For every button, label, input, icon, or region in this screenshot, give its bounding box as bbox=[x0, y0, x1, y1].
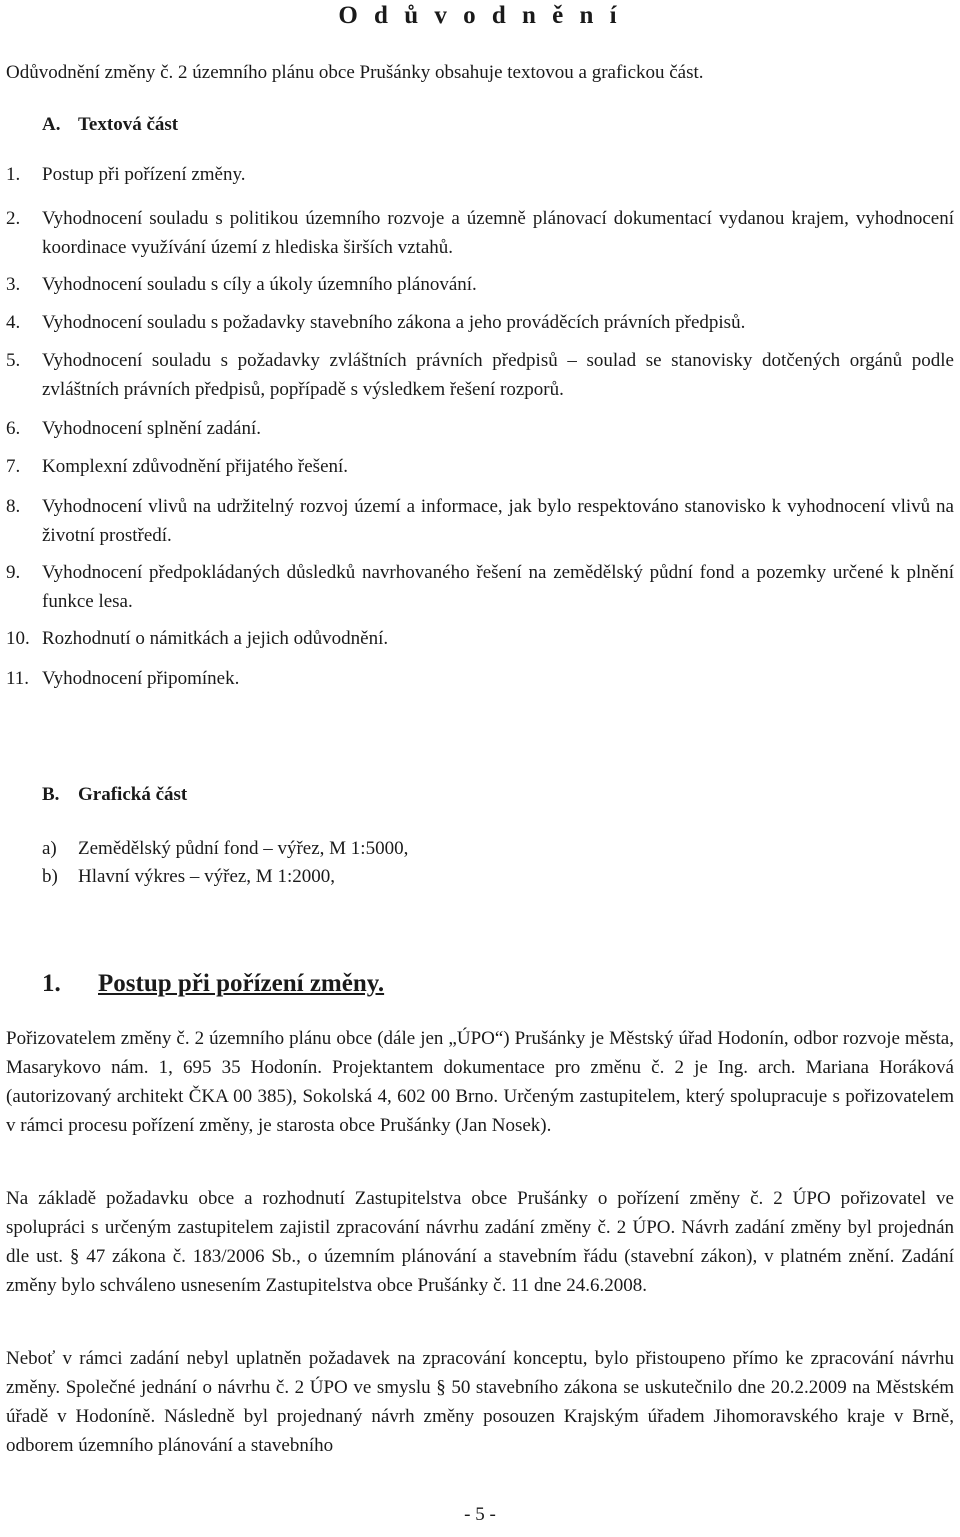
section-b-label: B. bbox=[42, 784, 60, 805]
list-item-text: Hlavní výkres – výřez, M 1:2000, bbox=[78, 866, 335, 887]
list-item-text: Zemědělský půdní fond – výřez, M 1:5000, bbox=[78, 838, 409, 859]
page-number: - 5 - bbox=[464, 1504, 496, 1525]
list-item-number: 2. bbox=[6, 208, 21, 229]
list-item-text: Vyhodnocení souladu s požadavky zvláštních právních předpisů – soulad se stanovisky dotčených orgánů podle zvláštních právních předpisů, popřípadě s výsledkem řešení rozporů. bbox=[42, 350, 954, 400]
list-item-text: Vyhodnocení vlivů na udržitelný rozvoj území a informace, jak bylo respektováno stanovisko k vyhodnocení vlivů na životní prostředí. bbox=[42, 496, 954, 546]
list-item-number: 7. bbox=[6, 456, 21, 477]
list-item bbox=[42, 862, 335, 891]
list-item-text: Vyhodnocení splnění zadání. bbox=[42, 418, 261, 439]
list-item-text: Vyhodnocení souladu s cíly a úkoly územního plánování. bbox=[42, 274, 477, 295]
section-b-title: Grafická část bbox=[78, 784, 188, 805]
section-a-heading bbox=[42, 110, 178, 139]
paragraph: Neboť v rámci zadání nebyl uplatněn požadavek na zpracování konceptu, bylo přistoupeno přímo ke zpracování návrhu změny. Společné jednání o návrhu č. 2 ÚPO ve smyslu § 50 stavebního zákona se uskutečnilo dne 20.2.2009 na Městském úřadě v Hodoníně. Následně byl projednaný návrh změny posouzen Krajským úřadem Jihomoravského kraje v Brně, odborem územního plánování a stavebního bbox=[6, 1348, 954, 1456]
intro-paragraph: Odůvodnění změny č. 2 územního plánu obce Prušánky obsahuje textovou a grafickou část. bbox=[6, 62, 704, 83]
list-item-number: 3. bbox=[6, 274, 21, 295]
list-item-text: Vyhodnocení souladu s požadavky stavebního zákona a jeho prováděcích právních předpisů. bbox=[42, 312, 746, 333]
list-item-text: Vyhodnocení souladu s politikou územního rozvoje a územně plánovací dokumentací vydanou krajem, vyhodnocení koordinace využívání území z hlediska širších vztahů. bbox=[42, 208, 954, 258]
list-item-number: 4. bbox=[6, 312, 21, 333]
list-item-text: Vyhodnocení připomínek. bbox=[42, 668, 240, 689]
list-item bbox=[42, 834, 408, 863]
document-title: O d ů v o d n ě n í bbox=[338, 2, 622, 29]
list-item-text: Komplexní zdůvodnění přijatého řešení. bbox=[42, 456, 349, 477]
section-a-label: A. bbox=[42, 114, 61, 135]
chapter-heading bbox=[42, 968, 384, 1000]
list-item-text: Rozhodnutí o námitkách a jejich odůvodnění. bbox=[42, 628, 389, 649]
list-item-number: 8. bbox=[6, 496, 21, 517]
list-item-text: Vyhodnocení předpokládaných důsledků navrhovaného řešení na zemědělský půdní fond a pozemky určené k plnění funkce lesa. bbox=[42, 562, 954, 612]
paragraph: Na základě požadavku obce a rozhodnutí Zastupitelstva obce Prušánky o pořízení změny č. 2 ÚPO pořizovatel ve spolupráci s určeným zastupitelem zajistil zpracování návrhu zadání změny č. 2 ÚPO. Návrh zadání změny byl projednán dle ust. § 47 zákona č. 183/2006 Sb., o územním plánování a stavebním řádu (stavební zákon), v platném znění. Zadání změny bylo schváleno usnesením Zastupitelstva obce Prušánky č. 11 dne 24.6.2008. bbox=[6, 1188, 954, 1296]
list-item-number: 10. bbox=[6, 628, 30, 649]
chapter-title: Postup při pořízení změny. bbox=[98, 970, 385, 997]
section-b-heading bbox=[42, 780, 187, 809]
list-item-number: 11. bbox=[6, 668, 30, 689]
paragraph: Pořizovatelem změny č. 2 územního plánu obce (dále jen „ÚPO“) Prušánky je Městský úřad Hodonín, odbor rozvoje města, Masarykovo nám. 1, 695 35 Hodonín. Projektantem dokumentace pro změnu č. 2 je Ing. arch. Mariana Horáková (autorizovaný architekt ČKA 00 385), Sokolská 4, 602 00 Brno. Určeným zastupitelem, který spolupracuje s pořizovatelem v rámci procesu pořízení změny, je starosta obce Prušánky (Jan Nosek). bbox=[6, 1028, 954, 1136]
list-item-label: b) bbox=[42, 866, 58, 887]
list-item-number: 1. bbox=[6, 164, 21, 185]
list-item-number: 5. bbox=[6, 350, 21, 371]
section-a-title: Textová část bbox=[78, 114, 179, 135]
list-item-label: a) bbox=[42, 838, 57, 859]
list-item-number: 6. bbox=[6, 418, 21, 439]
list-item-text: Postup při pořízení změny. bbox=[42, 164, 246, 185]
list-item-number: 9. bbox=[6, 562, 21, 583]
chapter-number: 1. bbox=[42, 970, 61, 997]
